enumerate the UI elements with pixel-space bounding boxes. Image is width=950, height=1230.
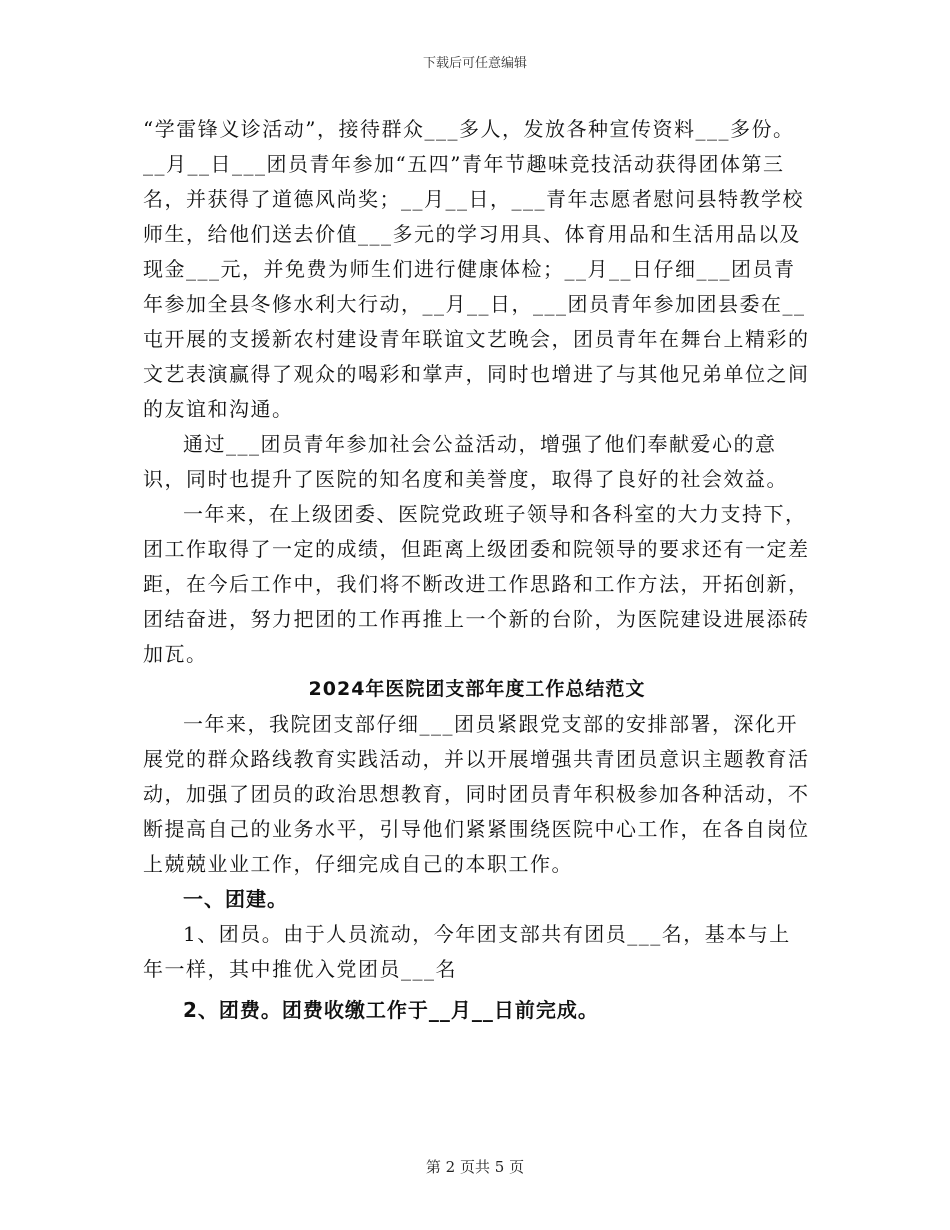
heading-tuanjian: 一、团建。 (183, 887, 288, 911)
section-title: 2024年医院团支部年度工作总结范文 (308, 678, 646, 700)
page-header: 下载后可任意编辑 (422, 56, 527, 71)
paragraph-intro: 一年来，我院团支部仔细___团员紧跟党支部的安排部署，深化开展党的群众路线教育实践活动，并以开展增强共青团员意识主题教育活动，加强了团员的政治思想教育，同时团员青年积极参加各种活动，不断提高自己的业务水平，引导他们紧紧围绕医院中心工作，在各自岗位上兢兢业业工作，仔细完成自己的本职工作。 (143, 712, 810, 876)
paragraph-year-summary: 一年来，在上级团委、医院党政班子领导和各科室的大力支持下，团工作取得了一定的成绩，但距离上级团委和院领导的要求还有一定差距，在今后工作中，我们将不断改进工作思路和工作方法，开拓创新，团结奋进，努力把团的工作再推上一个新的台阶，为医院建设进展添砖加瓦。 (143, 502, 810, 666)
paragraph-members: 1、团员。由于人员流动，今年团支部共有团员___名，基本与上年一样，其中推优入党团员___名 (143, 922, 791, 981)
paragraph-dues: 2、团费。团费收缴工作于__月__日前完成。 (183, 998, 599, 1022)
document-body (143, 112, 811, 1028)
paragraph-activities: “学雷锋义诊活动”，接待群众___多人，发放各种宣传资料___多份。__月__日___团员青年参加“五四”青年节趣味竞技活动获得团体第三名，并获得了道德风尚奖；__月__日，___青年志愿者慰问县特教学校师生，给他们送去价值___多元的学习用具、体育用品和生活用品以及现金___元，并免费为师生们进行健康体检；__月__日仔细___团员青年参加全县冬修水利大行动，__月__日，___团员青年参加团县委在__屯开展的支援新农村建设青年联谊文艺晚会，团员青年在舞台上精彩的文艺表演赢得了观众的喝彩和掌声，同时也增进了与其他兄弟单位之间的友谊和沟通。 (143, 117, 810, 421)
paragraph-public-welfare: 通过___团员青年参加社会公益活动，增强了他们奉献爱心的意识，同时也提升了医院的知名度和美誉度，取得了良好的社会效益。 (143, 432, 788, 491)
page-footer: 第 2 页共 5 页 (425, 1158, 525, 1176)
